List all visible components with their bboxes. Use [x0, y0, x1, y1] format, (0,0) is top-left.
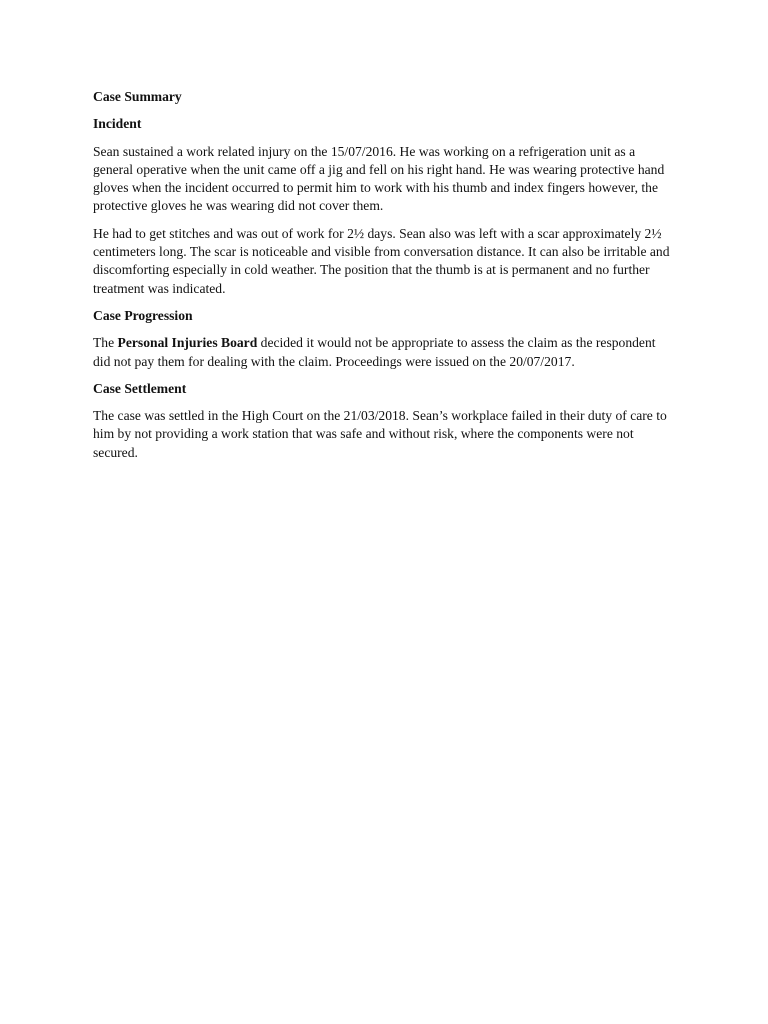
document-title: Case Summary: [93, 89, 182, 104]
progression-text-after: decided it would not be appropriate to assess the claim as the respondent did not pay them for dealing with the claim. Proceedings were issued on the 20/07/2017.: [93, 335, 656, 369]
progression-heading: Case Progression: [93, 307, 193, 323]
incident-paragraph-2: He had to get stitches and was out of work for 2½ days. Sean also was left with a scar approximately 2½ centimeters long. The scar is noticeable and visible from conversation distance. It can also be irritable and discomforting especially in cold weather. The position that the thumb is at is permanent and no further treatment was indicated.: [93, 225, 670, 296]
progression-paragraph: [93, 334, 673, 371]
document-page: [93, 86, 673, 462]
settlement-paragraph: The case was settled in the High Court on the 21/03/2018. Sean’s workplace failed in their duty of care to him by not providing a work station that was safe and without risk, where the components were not secured.: [93, 408, 667, 460]
incident-paragraph-1: Sean sustained a work related injury on the 15/07/2016. He was working on a refrigeration unit as a general operative when the unit came off a jig and fell on his right hand. He was wearing protective hand gloves when the incident occurred to permit him to work with his thumb and index fingers however, the protective gloves he was wearing did not cover them.: [93, 143, 665, 214]
settlement-heading: Case Settlement: [93, 380, 187, 396]
progression-text-before: The: [93, 335, 118, 351]
incident-heading: Incident: [93, 116, 142, 132]
personal-injuries-board-name: Personal Injuries Board: [117, 335, 258, 351]
